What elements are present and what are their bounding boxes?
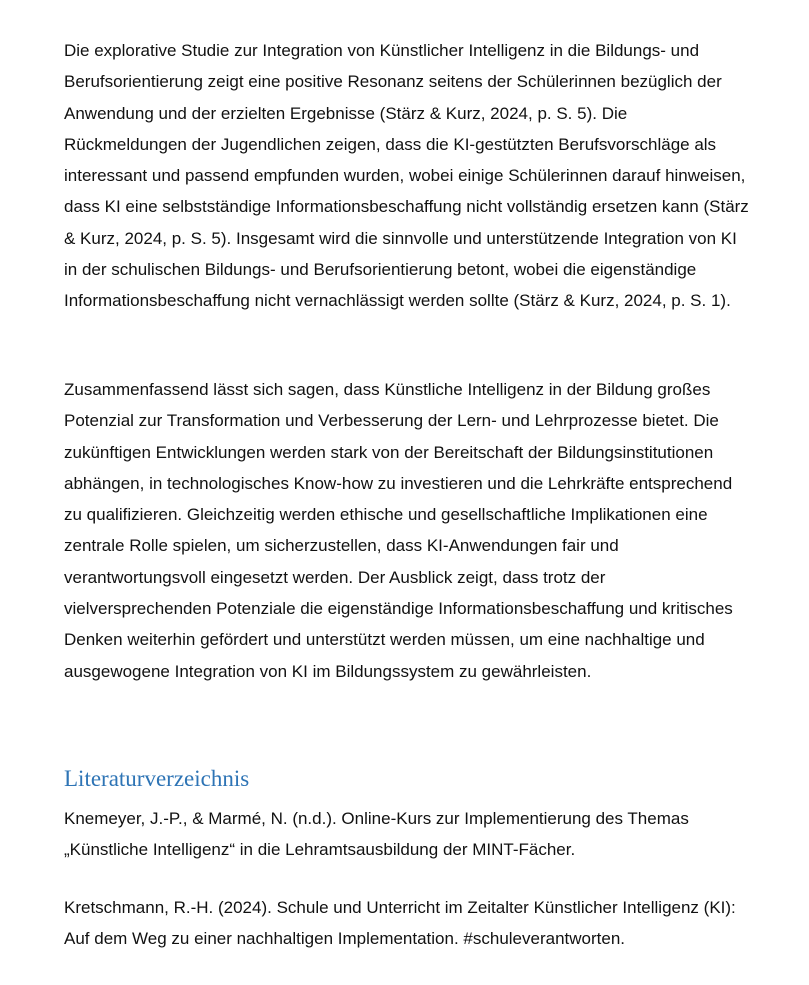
reference-entry: Knemeyer, J.-P., & Marmé, N. (n.d.). Online-Kurs zur Implementierung des Themas „Künstliche Intelligenz“ in die Lehramtsausbildung der MINT-Fächer. [64, 809, 689, 860]
reference-entry: Kretschmann, R.-H. (2024). Schule und Unterricht im Zeitalter Künstlicher Intelligenz (KI): Auf dem Weg zu einer nachhaltigen Implementation. #schuleverantworten. [64, 898, 736, 949]
body-paragraph-summary: Zusammenfassend lässt sich sagen, dass Künstliche Intelligenz in der Bildung großes Potenzial zur Transformation und Verbesserung der Lern- und Lehrprozesse bietet. Die zukünftigen Entwicklungen werden stark von der Bereitschaft der Bildungsinstitutionen abhängen, in technologisches Know-how zu investieren und die Lehrkräfte entsprechend zu qualifizieren. Gleichzeitig werden ethische und gesellschaftliche Implikationen eine zentrale Rolle spielen, um sicherzustellen, dass KI-Anwendungen fair und verantwortungsvoll eingesetzt werden. Der Ausblick zeigt, dass trotz der vielversprechenden Potenziale die eigenständige Informationsbeschaffung und kritisches Denken weiterhin gefördert und unterstützt werden müssen, um eine nachhaltige und ausgewogene Integration von KI im Bildungssystem zu gewährleisten. [64, 380, 733, 681]
references-heading: Literaturverzeichnis [64, 766, 250, 791]
body-paragraph-study: Die explorative Studie zur Integration von Künstlicher Intelligenz in die Bildungs- und Berufsorientierung zeigt eine positive Resonanz seitens der Schülerinnen bezüglich der Anwendung und der erzielten Ergebnisse (Stärz & Kurz, 2024, p. S. 5). Die Rückmeldungen der Jugendlichen zeigen, dass die KI-gestützten Berufsvorschläge als interessant und passend empfunden wurden, wobei einige Schülerinnen darauf hinweisen, dass KI eine selbstständige Informationsbeschaffung nicht vollständig ersetzen kann (Stärz & Kurz, 2024, p. S. 5). Insgesamt wird die sinnvolle und unterstützende Integration von KI in der schulischen Bildungs- und Berufsorientierung betont, wobei die eigenständige Informationsbeschaffung nicht vernachlässigt werden sollte (Stärz & Kurz, 2024, p. S. 1). [64, 41, 749, 311]
